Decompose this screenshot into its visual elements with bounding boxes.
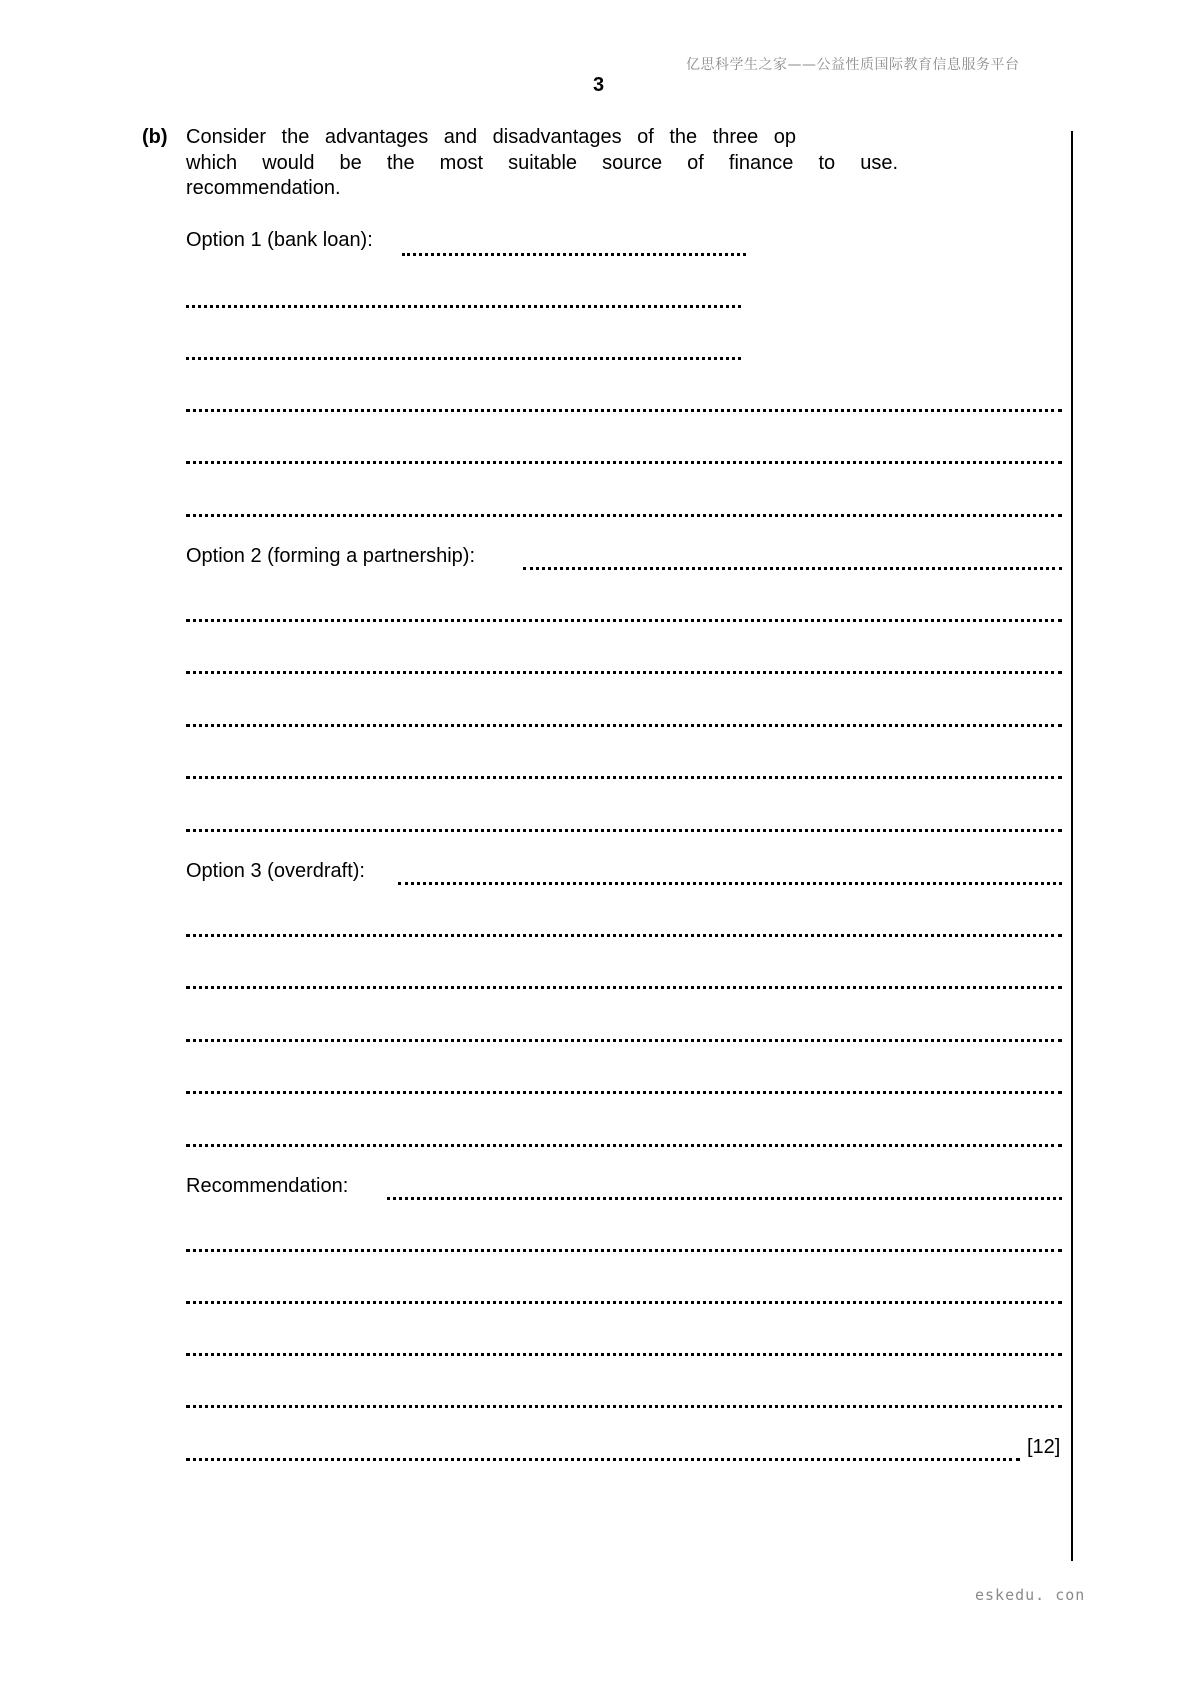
answer-line[interactable] xyxy=(186,1349,1062,1356)
page-number: 3 xyxy=(593,74,605,96)
question-text-line-2: which would be the most suitable source of finance to use. xyxy=(186,152,898,174)
answer-line[interactable] xyxy=(186,457,1062,464)
option-1-label: Option 1 (bank loan): xyxy=(186,229,373,251)
answer-line[interactable] xyxy=(186,615,1062,622)
answer-line[interactable] xyxy=(186,930,1062,937)
answer-line[interactable] xyxy=(186,1401,1062,1408)
answer-line[interactable] xyxy=(523,563,1062,570)
option-3-label: Option 3 (overdraft): xyxy=(186,860,365,882)
option-2-label: Option 2 (forming a partnership): xyxy=(186,545,476,567)
answer-line[interactable] xyxy=(186,667,1062,674)
margin-rule xyxy=(1071,131,1073,1561)
question-text-line-1: Consider the advantages and disadvantages of the three op xyxy=(186,126,796,148)
answer-line[interactable] xyxy=(387,1193,1062,1200)
header-watermark: 亿思科学生之家——公益性质国际教育信息服务平台 xyxy=(686,57,1020,73)
answer-line[interactable] xyxy=(186,1297,1062,1304)
recommendation-label: Recommendation: xyxy=(186,1175,349,1197)
answer-line[interactable] xyxy=(186,1140,1062,1147)
answer-line[interactable] xyxy=(186,510,1062,517)
answer-line[interactable] xyxy=(186,720,1062,727)
question-part-label: (b) xyxy=(142,126,168,148)
answer-line[interactable] xyxy=(186,1087,1062,1094)
answer-line[interactable] xyxy=(186,825,1062,832)
answer-line[interactable] xyxy=(402,249,746,256)
answer-line[interactable] xyxy=(186,301,741,308)
answer-line[interactable] xyxy=(186,772,1062,779)
answer-line[interactable] xyxy=(186,1035,1062,1042)
answer-line[interactable] xyxy=(186,1245,1062,1252)
marks-label: [12] xyxy=(1027,1436,1061,1458)
answer-line[interactable] xyxy=(186,982,1062,989)
question-text-line-3: recommendation. xyxy=(186,177,341,199)
footer-watermark: eskedu. con xyxy=(975,1586,1086,1604)
answer-line[interactable] xyxy=(186,353,741,360)
answer-line[interactable] xyxy=(398,878,1062,885)
answer-line[interactable] xyxy=(186,1454,1020,1461)
answer-line[interactable] xyxy=(186,405,1062,412)
